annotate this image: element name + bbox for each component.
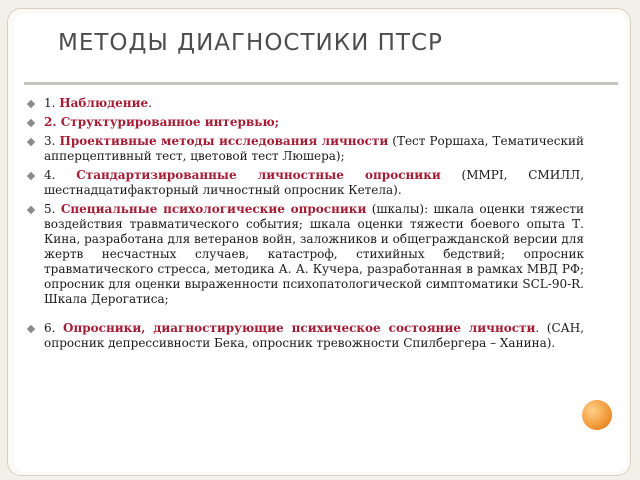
item-highlight: 2. Структурированное интервью; — [44, 115, 280, 129]
item-highlight: Специальные психологические опросники — [60, 202, 367, 216]
item-number: 3. — [44, 134, 60, 148]
list-item-5 — [28, 202, 584, 307]
item-text: (MMPI, СМИЛЛ, шестнадцатифакторный личностный опросник Кетела). — [44, 168, 585, 197]
list-item-6 — [28, 321, 584, 351]
slide-title: МЕТОДЫ ДИАГНОСТИКИ ПТСР — [58, 30, 443, 56]
diamond-bullet-icon — [27, 119, 35, 127]
item-text: (Тест Роршаха, Тематический апперцептивный тест, цветовой тест Люшера); — [44, 134, 585, 163]
item-highlight: Проективные методы исследования личности — [59, 134, 389, 148]
diamond-bullet-icon — [27, 206, 35, 214]
diamond-bullet-icon — [27, 100, 35, 108]
slide-body — [28, 96, 584, 355]
item-text: (шкалы): шкала оценки тяжести воздействия травматического события; шкала оценки тяжести боевого опыта Т. Кина, разработана для ветеранов войн, заложников и общегражданской версии для жертв несчастных случаев, катастроф, стихийных бедствий; опросник травматического стресса, методика А. А. Кучера, разработанная в рамках МВД РФ; опросник для оценки выраженности психопатологической симптоматики SCL-90-R. Шкала Дерогатиса; — [44, 202, 585, 306]
list-item-1 — [28, 96, 584, 111]
item-number: 4. — [44, 168, 77, 182]
item-number: 6. — [44, 321, 64, 335]
diamond-bullet-icon — [27, 325, 35, 333]
item-text: . — [148, 96, 152, 110]
diamond-bullet-icon — [27, 138, 35, 146]
list-item-4 — [28, 168, 584, 198]
title-divider — [24, 82, 618, 85]
diamond-bullet-icon — [27, 172, 35, 180]
item-highlight: Стандартизированные личностные опросники — [76, 168, 441, 182]
item-text: . (САН, опросник депрессивности Бека, опросник тревожности Спилбергера – Ханина). — [44, 321, 585, 350]
item-number: 5. — [44, 202, 61, 216]
orange-orb-icon — [582, 400, 612, 430]
list-item-2 — [28, 115, 584, 130]
item-highlight: Наблюдение — [59, 96, 149, 110]
item-number: 1. — [44, 96, 60, 110]
item-highlight: Опросники, диагностирующие психическое состояние личности — [63, 321, 536, 335]
list-item-3 — [28, 134, 584, 164]
